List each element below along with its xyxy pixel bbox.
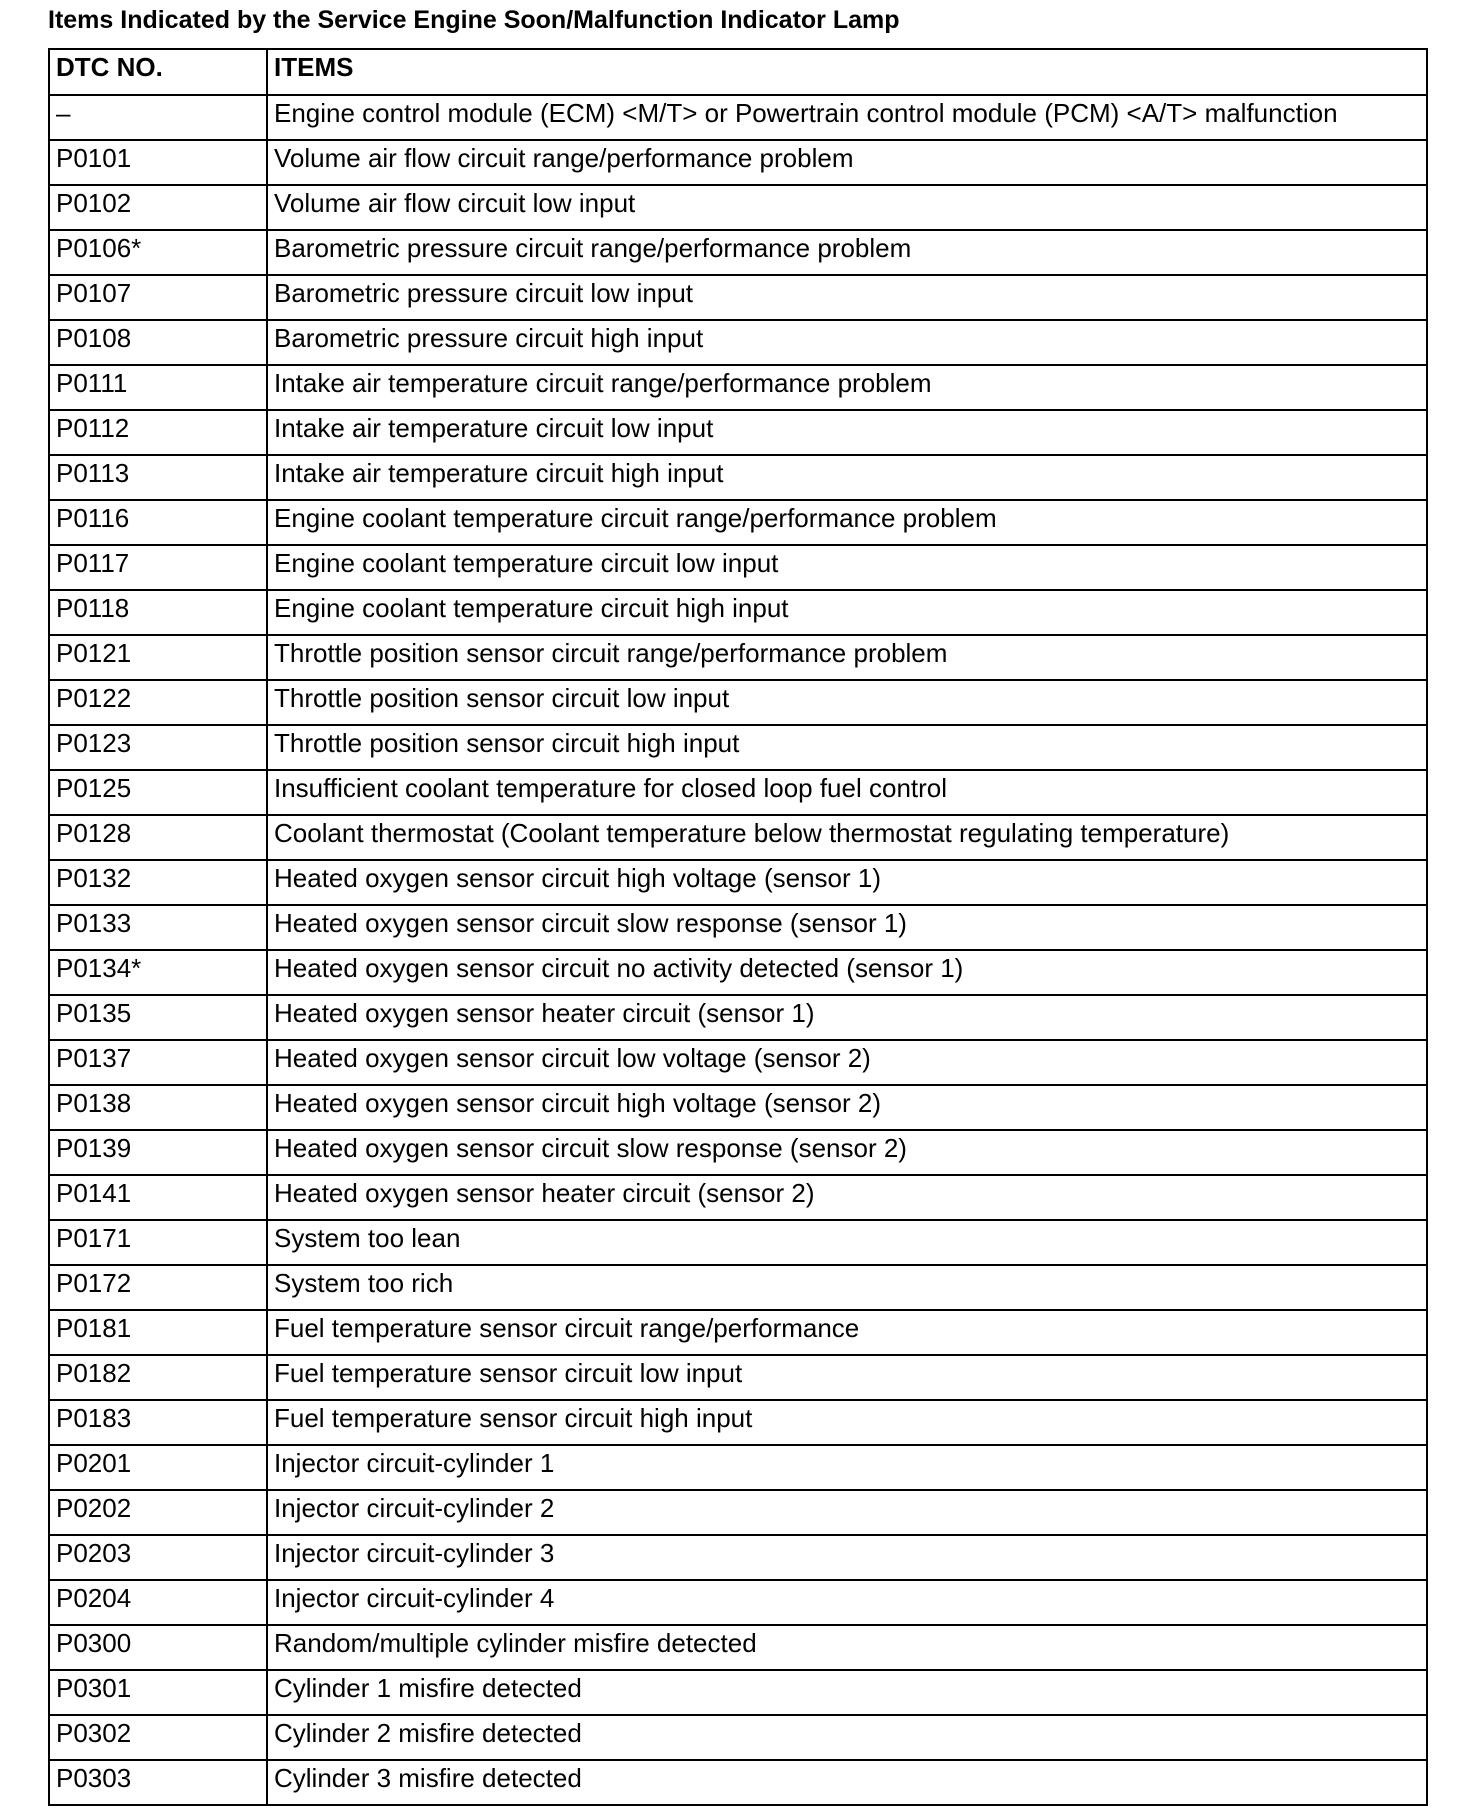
dtc-item-cell: Heated oxygen sensor circuit no activity detected (sensor 1) [267, 950, 1427, 995]
dtc-code-cell: P0116 [49, 500, 267, 545]
dtc-item-cell: Fuel temperature sensor circuit range/performance [267, 1310, 1427, 1355]
dtc-item-cell: Throttle position sensor circuit high input [267, 725, 1427, 770]
dtc-item-cell: Engine coolant temperature circuit high input [267, 590, 1427, 635]
table-row [49, 185, 1427, 230]
dtc-item-cell: Volume air flow circuit range/performance problem [267, 140, 1427, 185]
dtc-item-cell: Fuel temperature sensor circuit low input [267, 1355, 1427, 1400]
dtc-item-cell: Barometric pressure circuit high input [267, 320, 1427, 365]
dtc-item-cell: Barometric pressure circuit low input [267, 275, 1427, 320]
table-row [49, 1130, 1427, 1175]
dtc-item-cell: Heated oxygen sensor circuit high voltage (sensor 1) [267, 860, 1427, 905]
dtc-item-cell: Insufficient coolant temperature for closed loop fuel control [267, 770, 1427, 815]
dtc-item-cell: System too lean [267, 1220, 1427, 1265]
dtc-item-cell: Intake air temperature circuit low input [267, 410, 1427, 455]
dtc-item-cell: Intake air temperature circuit high input [267, 455, 1427, 500]
dtc-code-cell: P0107 [49, 275, 267, 320]
dtc-code-cell: P0102 [49, 185, 267, 230]
table-header-row [49, 49, 1427, 95]
dtc-item-cell: Injector circuit-cylinder 4 [267, 1580, 1427, 1625]
table-row [49, 410, 1427, 455]
dtc-code-cell: P0181 [49, 1310, 267, 1355]
dtc-code-cell: P0108 [49, 320, 267, 365]
table-row [49, 1085, 1427, 1130]
dtc-item-cell: Engine coolant temperature circuit low input [267, 545, 1427, 590]
dtc-item-cell: Injector circuit-cylinder 3 [267, 1535, 1427, 1580]
dtc-code-cell: P0204 [49, 1580, 267, 1625]
dtc-item-cell: Fuel temperature sensor circuit high input [267, 1400, 1427, 1445]
dtc-item-cell: Intake air temperature circuit range/performance problem [267, 365, 1427, 410]
table-row [49, 455, 1427, 500]
table-row [49, 995, 1427, 1040]
table-body [49, 95, 1427, 1805]
dtc-code-cell: P0201 [49, 1445, 267, 1490]
dtc-code-cell: P0182 [49, 1355, 267, 1400]
dtc-item-cell: Coolant thermostat (Coolant temperature below thermostat regulating temperature) [267, 815, 1427, 860]
dtc-code-cell: P0202 [49, 1490, 267, 1535]
dtc-item-cell: Throttle position sensor circuit range/performance problem [267, 635, 1427, 680]
dtc-code-cell: P0125 [49, 770, 267, 815]
table-row [49, 905, 1427, 950]
table-row [49, 590, 1427, 635]
dtc-code-cell: P0121 [49, 635, 267, 680]
column-header-items: ITEMS [267, 49, 1427, 95]
dtc-item-cell: Heated oxygen sensor circuit slow response (sensor 2) [267, 1130, 1427, 1175]
dtc-code-cell: P0302 [49, 1715, 267, 1760]
dtc-code-cell: P0132 [49, 860, 267, 905]
dtc-code-cell: P0139 [49, 1130, 267, 1175]
table-row [49, 1670, 1427, 1715]
dtc-code-cell: P0113 [49, 455, 267, 500]
table-row [49, 230, 1427, 275]
dtc-code-cell: P0172 [49, 1265, 267, 1310]
table-row [49, 1535, 1427, 1580]
dtc-code-cell: P0183 [49, 1400, 267, 1445]
dtc-code-cell: P0137 [49, 1040, 267, 1085]
table-row [49, 500, 1427, 545]
dtc-item-cell: Cylinder 3 misfire detected [267, 1760, 1427, 1805]
dtc-item-cell: Heated oxygen sensor heater circuit (sensor 2) [267, 1175, 1427, 1220]
table-row [49, 140, 1427, 185]
dtc-code-cell: P0128 [49, 815, 267, 860]
dtc-item-cell: Injector circuit-cylinder 1 [267, 1445, 1427, 1490]
dtc-code-cell: P0112 [49, 410, 267, 455]
table-row [49, 275, 1427, 320]
table-row [49, 1220, 1427, 1265]
dtc-item-cell: Volume air flow circuit low input [267, 185, 1427, 230]
dtc-code-cell: P0111 [49, 365, 267, 410]
dtc-code-cell: P0303 [49, 1760, 267, 1805]
dtc-code-cell: P0171 [49, 1220, 267, 1265]
dtc-item-cell: Cylinder 1 misfire detected [267, 1670, 1427, 1715]
dtc-item-cell: System too rich [267, 1265, 1427, 1310]
dtc-code-cell: P0133 [49, 905, 267, 950]
dtc-code-cell: P0101 [49, 140, 267, 185]
dtc-item-cell: Engine coolant temperature circuit range/performance problem [267, 500, 1427, 545]
table-row [49, 635, 1427, 680]
dtc-code-cell: P0117 [49, 545, 267, 590]
dtc-code-cell: P0135 [49, 995, 267, 1040]
dtc-code-cell: P0134* [49, 950, 267, 995]
dtc-item-cell: Heated oxygen sensor circuit slow response (sensor 1) [267, 905, 1427, 950]
dtc-code-cell: P0106* [49, 230, 267, 275]
table-row [49, 1580, 1427, 1625]
table-row [49, 95, 1427, 140]
column-header-dtc-no: DTC NO. [49, 49, 267, 95]
table-row [49, 1760, 1427, 1805]
dtc-code-cell: P0118 [49, 590, 267, 635]
table-row [49, 365, 1427, 410]
table-row [49, 1265, 1427, 1310]
table-row [49, 770, 1427, 815]
dtc-item-cell: Injector circuit-cylinder 2 [267, 1490, 1427, 1535]
table-row [49, 1715, 1427, 1760]
table-row [49, 815, 1427, 860]
dtc-code-cell: P0138 [49, 1085, 267, 1130]
table-row [49, 320, 1427, 365]
dtc-item-cell: Cylinder 2 misfire detected [267, 1715, 1427, 1760]
dtc-code-cell: P0203 [49, 1535, 267, 1580]
dtc-item-cell: Throttle position sensor circuit low input [267, 680, 1427, 725]
dtc-code-cell: – [49, 95, 267, 140]
table-row [49, 1625, 1427, 1670]
table-row [49, 545, 1427, 590]
table-row [49, 725, 1427, 770]
table-row [49, 860, 1427, 905]
dtc-item-cell: Engine control module (ECM) <M/T> or Powertrain control module (PCM) <A/T> malfunction [267, 95, 1427, 140]
table-row [49, 950, 1427, 995]
page-title: Items Indicated by the Service Engine Soon/Malfunction Indicator Lamp [48, 6, 900, 34]
dtc-code-cell: P0301 [49, 1670, 267, 1715]
table-row [49, 1310, 1427, 1355]
dtc-item-cell: Heated oxygen sensor circuit high voltage (sensor 2) [267, 1085, 1427, 1130]
table-row [49, 1355, 1427, 1400]
table-row [49, 1445, 1427, 1490]
table-row [49, 1400, 1427, 1445]
dtc-item-cell: Random/multiple cylinder misfire detected [267, 1625, 1427, 1670]
dtc-table [48, 48, 1428, 1806]
table-row [49, 680, 1427, 725]
dtc-code-cell: P0300 [49, 1625, 267, 1670]
dtc-item-cell: Heated oxygen sensor heater circuit (sensor 1) [267, 995, 1427, 1040]
dtc-item-cell: Barometric pressure circuit range/performance problem [267, 230, 1427, 275]
table-row [49, 1490, 1427, 1535]
table-row [49, 1040, 1427, 1085]
dtc-item-cell: Heated oxygen sensor circuit low voltage (sensor 2) [267, 1040, 1427, 1085]
dtc-code-cell: P0122 [49, 680, 267, 725]
dtc-code-cell: P0141 [49, 1175, 267, 1220]
dtc-code-cell: P0123 [49, 725, 267, 770]
table-row [49, 1175, 1427, 1220]
